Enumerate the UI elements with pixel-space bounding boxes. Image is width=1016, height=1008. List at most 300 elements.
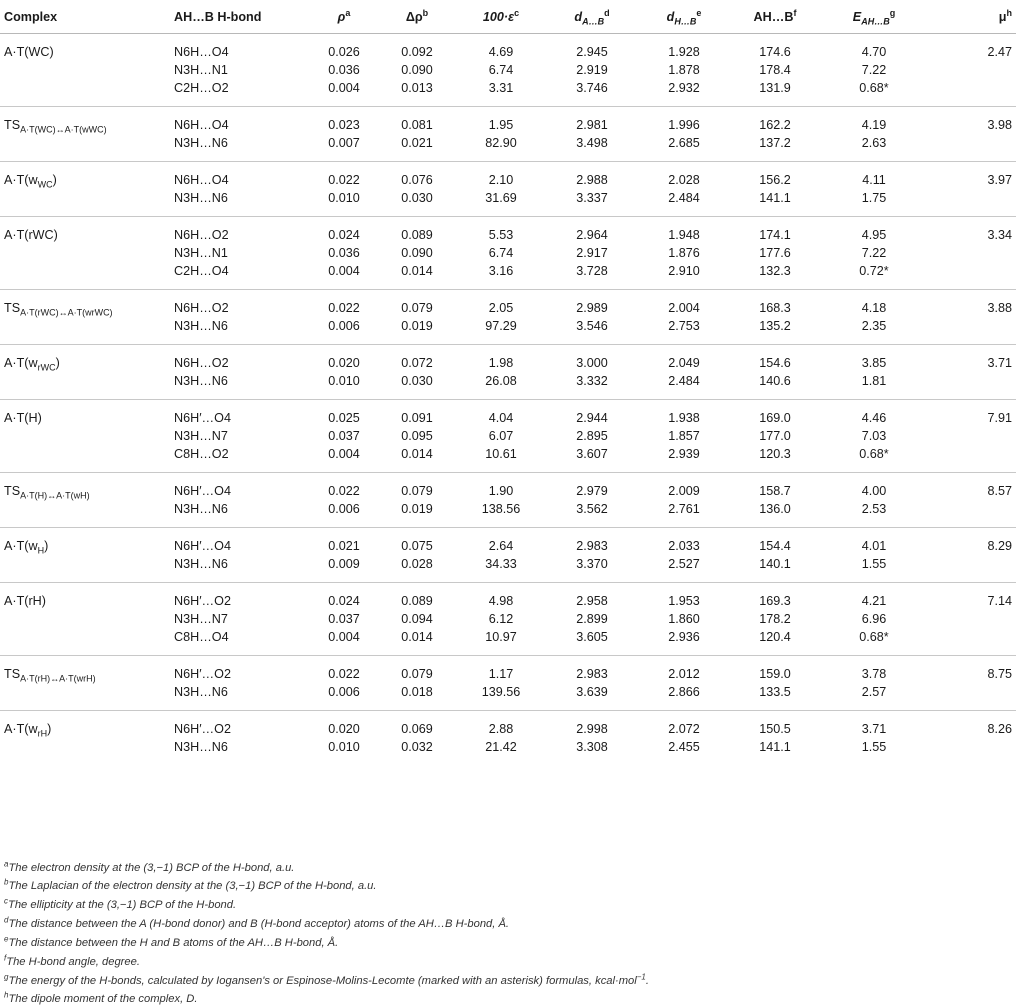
ang-cell: 169.3 xyxy=(759,594,791,608)
hbond-cell: N6H′…O2 xyxy=(174,667,231,681)
complex-cell xyxy=(0,262,170,290)
dab-cell: 2.983 xyxy=(576,539,608,553)
e-cell: 7.03 xyxy=(861,429,887,443)
complex-cell: $TS_{A\cdot T(rH)\leftrightarrow A\cdot T(wrH)}$ xyxy=(4,667,96,684)
hbond-cell: N3H…N6 xyxy=(174,740,228,754)
rho-cell: 0.009 xyxy=(310,555,378,583)
e-cell: 3.85 xyxy=(861,356,887,370)
e-cell: 0.68* xyxy=(820,628,928,656)
rho-cell: 0.023 xyxy=(328,118,360,132)
dab-cell: 3.337 xyxy=(546,189,638,217)
drho-cell: 0.014 xyxy=(378,445,456,473)
dipole-cell: 8.75 xyxy=(987,667,1012,681)
e-cell: 4.46 xyxy=(861,411,887,425)
drho-cell: 0.030 xyxy=(378,189,456,217)
drho-cell: 0.014 xyxy=(378,628,456,656)
eps-cell: 34.33 xyxy=(456,555,546,583)
eps-cell: 138.56 xyxy=(456,500,546,528)
ang-cell: 158.7 xyxy=(759,484,791,498)
ang-cell: 177.6 xyxy=(759,246,791,260)
complex-cell xyxy=(0,445,170,473)
rho-cell: 0.026 xyxy=(328,45,360,59)
eps-cell: 6.12 xyxy=(488,612,514,626)
drho-cell: 0.094 xyxy=(401,612,433,626)
hbond-cell: C8H…O4 xyxy=(170,628,310,656)
dipole-cell: 8.26 xyxy=(987,722,1012,736)
complex-cell xyxy=(0,134,170,162)
e-cell: 4.21 xyxy=(861,594,887,608)
e-cell: 4.18 xyxy=(861,301,887,315)
table-row xyxy=(0,528,1016,556)
rho-cell: 0.020 xyxy=(328,356,360,370)
table-row xyxy=(0,400,1016,428)
hbond-cell: N3H…N7 xyxy=(174,429,228,443)
drho-cell: 0.079 xyxy=(401,667,433,681)
drho-cell: 0.072 xyxy=(401,356,433,370)
dab-cell: 3.332 xyxy=(546,372,638,400)
table-row xyxy=(0,61,1016,79)
ang-cell: 141.1 xyxy=(730,189,820,217)
table-row xyxy=(0,711,1016,739)
ang-cell: 136.0 xyxy=(730,500,820,528)
dab-cell: 2.919 xyxy=(576,63,608,77)
hbond-cell: N6H…O4 xyxy=(174,118,229,132)
rho-cell: 0.024 xyxy=(328,228,360,242)
rho-cell: 0.021 xyxy=(328,539,360,553)
dhb-cell: 2.484 xyxy=(638,372,730,400)
e-cell: 1.55 xyxy=(820,555,928,583)
dhb-cell: 1.928 xyxy=(668,45,700,59)
ang-cell: 168.3 xyxy=(759,301,791,315)
dab-cell: 3.000 xyxy=(576,356,608,370)
dhb-cell: 2.932 xyxy=(638,79,730,107)
table-row xyxy=(0,445,1016,473)
eps-cell: 2.05 xyxy=(488,301,514,315)
drho-cell: 0.089 xyxy=(401,594,433,608)
rho-cell: 0.022 xyxy=(328,301,360,315)
rho-cell: 0.004 xyxy=(310,79,378,107)
dipole-cell xyxy=(928,555,1016,583)
complex-cell xyxy=(0,500,170,528)
rho-cell: 0.036 xyxy=(328,246,360,260)
dhb-cell: 2.939 xyxy=(638,445,730,473)
dhb-cell: 2.866 xyxy=(638,683,730,711)
hbond-cell: N3H…N1 xyxy=(174,246,228,260)
dipole-cell: 3.98 xyxy=(987,118,1012,132)
eps-cell: 10.97 xyxy=(456,628,546,656)
rho-cell: 0.036 xyxy=(328,63,360,77)
dipole-cell xyxy=(928,372,1016,400)
ang-cell: 120.3 xyxy=(730,445,820,473)
dab-cell: 2.895 xyxy=(576,429,608,443)
dab-cell: 2.944 xyxy=(576,411,608,425)
hbond-cell: N6H′…O4 xyxy=(174,539,231,553)
header-dab: $d_{A\dots B}^d$ xyxy=(546,0,638,34)
ang-cell: 120.4 xyxy=(730,628,820,656)
rho-cell: 0.037 xyxy=(328,429,360,443)
dipole-cell: 3.71 xyxy=(987,356,1012,370)
rho-cell: 0.022 xyxy=(328,667,360,681)
e-cell: 7.22 xyxy=(861,63,887,77)
e-cell: 0.68* xyxy=(820,79,928,107)
rho-cell: 0.037 xyxy=(328,612,360,626)
complex-cell: A·T(H) xyxy=(4,411,42,425)
drho-cell: 0.014 xyxy=(378,262,456,290)
table-row xyxy=(0,189,1016,217)
dipole-cell: 7.91 xyxy=(987,411,1012,425)
ang-cell: 178.2 xyxy=(759,612,791,626)
e-cell: 1.81 xyxy=(820,372,928,400)
dhb-cell: 1.860 xyxy=(668,612,700,626)
footnote: $^g$The energy of the H-bonds, calculated by Iogansen's or Espinose-Molins-Lecomte (marked with an asterisk) formulas, kcal·mol$^{-1}$. xyxy=(4,972,649,987)
hbond-cell: N3H…N1 xyxy=(174,63,228,77)
dab-cell: 2.917 xyxy=(576,246,608,260)
table-row xyxy=(0,583,1016,611)
eps-cell: 6.74 xyxy=(488,246,514,260)
footnote: $^d$The distance between the A (H-bond donor) and B (H-bond acceptor) atoms of the AH…B H-bond, Å. xyxy=(4,915,510,930)
drho-cell: 0.032 xyxy=(401,740,433,754)
footnote: $^e$The distance between the H and B atoms of the AH…B H-bond, Å. xyxy=(4,934,339,949)
dab-cell: 2.964 xyxy=(576,228,608,242)
hbond-cell: N3H…N6 xyxy=(170,372,310,400)
table-row xyxy=(0,290,1016,318)
table-row xyxy=(0,317,1016,345)
hbond-cell: N6H′…O2 xyxy=(174,594,231,608)
hbond-cell: N6H′…O4 xyxy=(174,411,231,425)
ang-cell: 154.4 xyxy=(759,539,791,553)
eps-cell: 82.90 xyxy=(456,134,546,162)
hbond-cell: N3H…N6 xyxy=(170,189,310,217)
e-cell: 1.75 xyxy=(820,189,928,217)
dab-cell: 3.308 xyxy=(576,740,608,754)
complex-cell xyxy=(0,372,170,400)
eps-cell: 6.74 xyxy=(488,63,514,77)
complex-cell: $TS_{A\cdot T(WC)\leftrightarrow A\cdot T(wWC)}$ xyxy=(4,118,107,135)
e-cell: 0.68* xyxy=(820,445,928,473)
dab-cell: 3.728 xyxy=(546,262,638,290)
table-row xyxy=(0,555,1016,583)
ang-cell: 133.5 xyxy=(730,683,820,711)
dab-cell: 3.370 xyxy=(546,555,638,583)
eps-cell: 6.07 xyxy=(488,429,514,443)
hbond-cell: N6H…O2 xyxy=(174,301,229,315)
rho-cell: 0.022 xyxy=(328,173,360,187)
eps-cell: 1.90 xyxy=(488,484,514,498)
e-cell: 2.57 xyxy=(820,683,928,711)
e-cell: 2.63 xyxy=(820,134,928,162)
dab-cell: 2.983 xyxy=(576,667,608,681)
dipole-cell: 2.47 xyxy=(987,45,1012,59)
complex-cell xyxy=(0,79,170,107)
eps-cell: 4.98 xyxy=(488,594,514,608)
ang-cell: 140.1 xyxy=(730,555,820,583)
footnote: $^f$The H-bond angle, degree. xyxy=(4,953,140,968)
header-complex: Complex xyxy=(0,0,170,34)
eps-cell: 139.56 xyxy=(456,683,546,711)
dipole-cell xyxy=(928,738,1016,765)
dab-cell: 2.958 xyxy=(576,594,608,608)
dipole-cell xyxy=(928,262,1016,290)
table-row xyxy=(0,217,1016,245)
dab-cell: 3.546 xyxy=(546,317,638,345)
header-hbond: AH…B H-bond xyxy=(170,0,310,34)
complex-cell: A·T(rWC) xyxy=(4,228,58,242)
hbond-cell: N6H…O2 xyxy=(174,228,229,242)
hbond-cell: N6H…O4 xyxy=(174,45,229,59)
ang-cell: 132.3 xyxy=(730,262,820,290)
drho-cell: 0.092 xyxy=(401,45,433,59)
hbond-cell: N6H…O4 xyxy=(174,173,229,187)
hbond-cell: N3H…N6 xyxy=(170,500,310,528)
drho-cell: 0.075 xyxy=(401,539,433,553)
header-angle: $AH\dots B^f$ xyxy=(730,0,820,34)
complex-cell xyxy=(0,683,170,711)
e-cell: 4.19 xyxy=(861,118,887,132)
rho-cell: 0.006 xyxy=(310,500,378,528)
e-cell: 0.72* xyxy=(820,262,928,290)
dab-cell: 3.562 xyxy=(546,500,638,528)
drho-cell: 0.030 xyxy=(378,372,456,400)
rho-cell: 0.025 xyxy=(328,411,360,425)
drho-cell: 0.079 xyxy=(401,301,433,315)
dab-cell: 3.746 xyxy=(546,79,638,107)
table-row xyxy=(0,244,1016,262)
e-cell: 4.11 xyxy=(862,173,886,187)
ang-cell: 162.2 xyxy=(759,118,791,132)
eps-cell: 4.69 xyxy=(488,45,514,59)
dhb-cell: 1.878 xyxy=(668,63,700,77)
eps-cell: 1.95 xyxy=(488,118,514,132)
dipole-cell xyxy=(928,244,1016,262)
drho-cell: 0.079 xyxy=(401,484,433,498)
rho-cell: 0.004 xyxy=(310,628,378,656)
e-cell: 3.78 xyxy=(861,667,887,681)
dipole-cell xyxy=(928,317,1016,345)
drho-cell: 0.089 xyxy=(401,228,433,242)
dhb-cell: 2.910 xyxy=(638,262,730,290)
ang-cell: 154.6 xyxy=(759,356,791,370)
table-row xyxy=(0,79,1016,107)
table-row xyxy=(0,427,1016,445)
table-row xyxy=(0,656,1016,684)
drho-cell: 0.069 xyxy=(401,722,433,736)
dab-cell: 2.979 xyxy=(576,484,608,498)
dab-cell: 2.981 xyxy=(576,118,608,132)
complex-cell: A·T(WC) xyxy=(4,45,54,59)
eps-cell: 3.31 xyxy=(456,79,546,107)
dab-cell: 3.607 xyxy=(546,445,638,473)
hbond-cell: N3H…N7 xyxy=(174,612,228,626)
eps-cell: 3.16 xyxy=(456,262,546,290)
dhb-cell: 1.876 xyxy=(668,246,700,260)
drho-cell: 0.028 xyxy=(378,555,456,583)
ang-cell: 178.4 xyxy=(759,63,791,77)
eps-cell: 5.53 xyxy=(488,228,514,242)
e-cell: 6.96 xyxy=(861,612,887,626)
eps-cell: 2.64 xyxy=(488,539,514,553)
ang-cell: 150.5 xyxy=(759,722,791,736)
dhb-cell: 2.685 xyxy=(638,134,730,162)
table-row xyxy=(0,262,1016,290)
eps-cell: 21.42 xyxy=(485,740,517,754)
header-dipole: $\mu^h$ xyxy=(928,0,1016,34)
e-cell: 4.95 xyxy=(861,228,887,242)
table-row xyxy=(0,628,1016,656)
complex-cell xyxy=(0,61,170,79)
dhb-cell: 2.004 xyxy=(668,301,700,315)
ang-cell: 156.2 xyxy=(759,173,791,187)
rho-cell: 0.004 xyxy=(310,445,378,473)
hbond-cell: N3H…N6 xyxy=(170,683,310,711)
dipole-cell: 7.14 xyxy=(987,594,1012,608)
hbond-cell: N6H′…O4 xyxy=(174,484,231,498)
complex-cell: $TS_{A\cdot T(H)\leftrightarrow A\cdot T(wH)}$ xyxy=(4,484,90,501)
rho-cell: 0.020 xyxy=(328,722,360,736)
table-body xyxy=(0,34,1016,766)
dhb-cell: 2.761 xyxy=(638,500,730,528)
dhb-cell: 2.028 xyxy=(668,173,700,187)
dab-cell: 2.998 xyxy=(576,722,608,736)
dipole-cell xyxy=(928,134,1016,162)
dipole-cell xyxy=(928,628,1016,656)
dab-cell: 2.945 xyxy=(576,45,608,59)
rho-cell: 0.006 xyxy=(310,683,378,711)
dipole-cell xyxy=(928,79,1016,107)
drho-cell: 0.091 xyxy=(401,411,433,425)
table-row xyxy=(0,738,1016,765)
e-cell: 4.01 xyxy=(861,539,887,553)
e-cell: 2.53 xyxy=(820,500,928,528)
dipole-cell: 3.34 xyxy=(987,228,1012,242)
ang-cell: 141.1 xyxy=(759,740,791,754)
drho-cell: 0.019 xyxy=(378,500,456,528)
dipole-cell: 8.29 xyxy=(987,539,1012,553)
dhb-cell: 2.455 xyxy=(668,740,700,754)
complex-cell xyxy=(0,610,170,628)
hbond-cell: N3H…N6 xyxy=(170,555,310,583)
rho-cell: 0.007 xyxy=(310,134,378,162)
eps-cell: 2.10 xyxy=(488,173,514,187)
dipole-cell xyxy=(928,683,1016,711)
eps-cell: 10.61 xyxy=(456,445,546,473)
complex-cell xyxy=(0,244,170,262)
drho-cell: 0.095 xyxy=(401,429,433,443)
rho-cell: 0.006 xyxy=(310,317,378,345)
drho-cell: 0.018 xyxy=(378,683,456,711)
eps-cell: 26.08 xyxy=(456,372,546,400)
dhb-cell: 2.936 xyxy=(638,628,730,656)
e-cell: 7.22 xyxy=(861,246,887,260)
dab-cell: 2.899 xyxy=(576,612,608,626)
dipole-cell xyxy=(928,610,1016,628)
eps-cell: 1.17 xyxy=(488,667,514,681)
hbond-cell: C2H…O2 xyxy=(170,79,310,107)
hbond-cell: N6H′…O2 xyxy=(174,722,231,736)
dhb-cell: 1.996 xyxy=(668,118,700,132)
dhb-cell: 2.484 xyxy=(638,189,730,217)
complex-cell xyxy=(0,555,170,583)
ang-cell: 159.0 xyxy=(759,667,791,681)
rho-cell: 0.022 xyxy=(328,484,360,498)
dipole-cell xyxy=(928,445,1016,473)
ang-cell: 177.0 xyxy=(759,429,791,443)
dhb-cell: 1.857 xyxy=(668,429,700,443)
drho-cell: 0.090 xyxy=(401,246,433,260)
footnote: $^c$The ellipticity at the (3,−1) BCP of the H-bond. xyxy=(4,896,237,911)
dhb-cell: 2.753 xyxy=(638,317,730,345)
table-row xyxy=(0,162,1016,190)
e-cell: 4.00 xyxy=(861,484,887,498)
table-row xyxy=(0,107,1016,135)
header-drho: $\Delta\rho^b$ xyxy=(378,0,456,34)
footnote: $^b$The Laplacian of the electron density at the (3,−1) BCP of the H-bond, a.u. xyxy=(4,877,377,892)
complex-cell: $A\cdot T(w_{rWC})$ xyxy=(4,356,60,373)
complex-cell xyxy=(0,427,170,445)
ang-cell: 174.1 xyxy=(759,228,791,242)
table-row xyxy=(0,500,1016,528)
drho-cell: 0.081 xyxy=(401,118,433,132)
eps-cell: 2.88 xyxy=(488,722,514,736)
dipole-cell xyxy=(928,500,1016,528)
dab-cell: 3.639 xyxy=(546,683,638,711)
table-row xyxy=(0,473,1016,501)
complex-cell: $A\cdot T(w_{WC})$ xyxy=(4,173,57,190)
dipole-cell: 3.97 xyxy=(987,173,1012,187)
e-cell: 3.71 xyxy=(861,722,887,736)
header-energy: $E_{AH\dots B}^g$ xyxy=(820,0,928,34)
header-row xyxy=(0,0,1016,34)
dab-cell: 2.988 xyxy=(576,173,608,187)
dab-cell: 2.989 xyxy=(576,301,608,315)
hbond-cell: N6H…O2 xyxy=(174,356,229,370)
e-cell: 4.70 xyxy=(861,45,887,59)
drho-cell: 0.013 xyxy=(378,79,456,107)
header-dhb: $d_{H\dots B}^e$ xyxy=(638,0,730,34)
complex-cell: $A\cdot T(w_{rH})$ xyxy=(4,722,52,739)
drho-cell: 0.076 xyxy=(401,173,433,187)
eps-cell: 97.29 xyxy=(456,317,546,345)
dhb-cell: 2.072 xyxy=(668,722,700,736)
rho-cell: 0.010 xyxy=(310,189,378,217)
rho-cell: 0.010 xyxy=(310,372,378,400)
dipole-cell: 8.57 xyxy=(987,484,1012,498)
table-row xyxy=(0,134,1016,162)
eps-cell: 4.04 xyxy=(488,411,514,425)
dhb-cell: 2.033 xyxy=(668,539,700,553)
dhb-cell: 1.953 xyxy=(668,594,700,608)
dipole-cell xyxy=(928,61,1016,79)
dab-cell: 3.498 xyxy=(546,134,638,162)
rho-cell: 0.010 xyxy=(328,740,360,754)
drho-cell: 0.090 xyxy=(401,63,433,77)
complex-cell: A·T(rH) xyxy=(4,594,46,608)
header-rho: $\rho^a$ xyxy=(310,0,378,34)
table-row xyxy=(0,34,1016,62)
complex-cell xyxy=(0,628,170,656)
dhb-cell: 1.938 xyxy=(668,411,700,425)
complex-cell xyxy=(0,738,170,765)
table-row xyxy=(0,683,1016,711)
table-row xyxy=(0,610,1016,628)
drho-cell: 0.021 xyxy=(378,134,456,162)
complex-cell xyxy=(0,189,170,217)
complex-cell: $TS_{A\cdot T(rWC)\leftrightarrow A\cdot T(wrWC)}$ xyxy=(4,301,113,318)
hbond-cell: C2H…O4 xyxy=(170,262,310,290)
rho-cell: 0.024 xyxy=(328,594,360,608)
e-cell: 2.35 xyxy=(820,317,928,345)
drho-cell: 0.019 xyxy=(378,317,456,345)
dhb-cell: 1.948 xyxy=(668,228,700,242)
